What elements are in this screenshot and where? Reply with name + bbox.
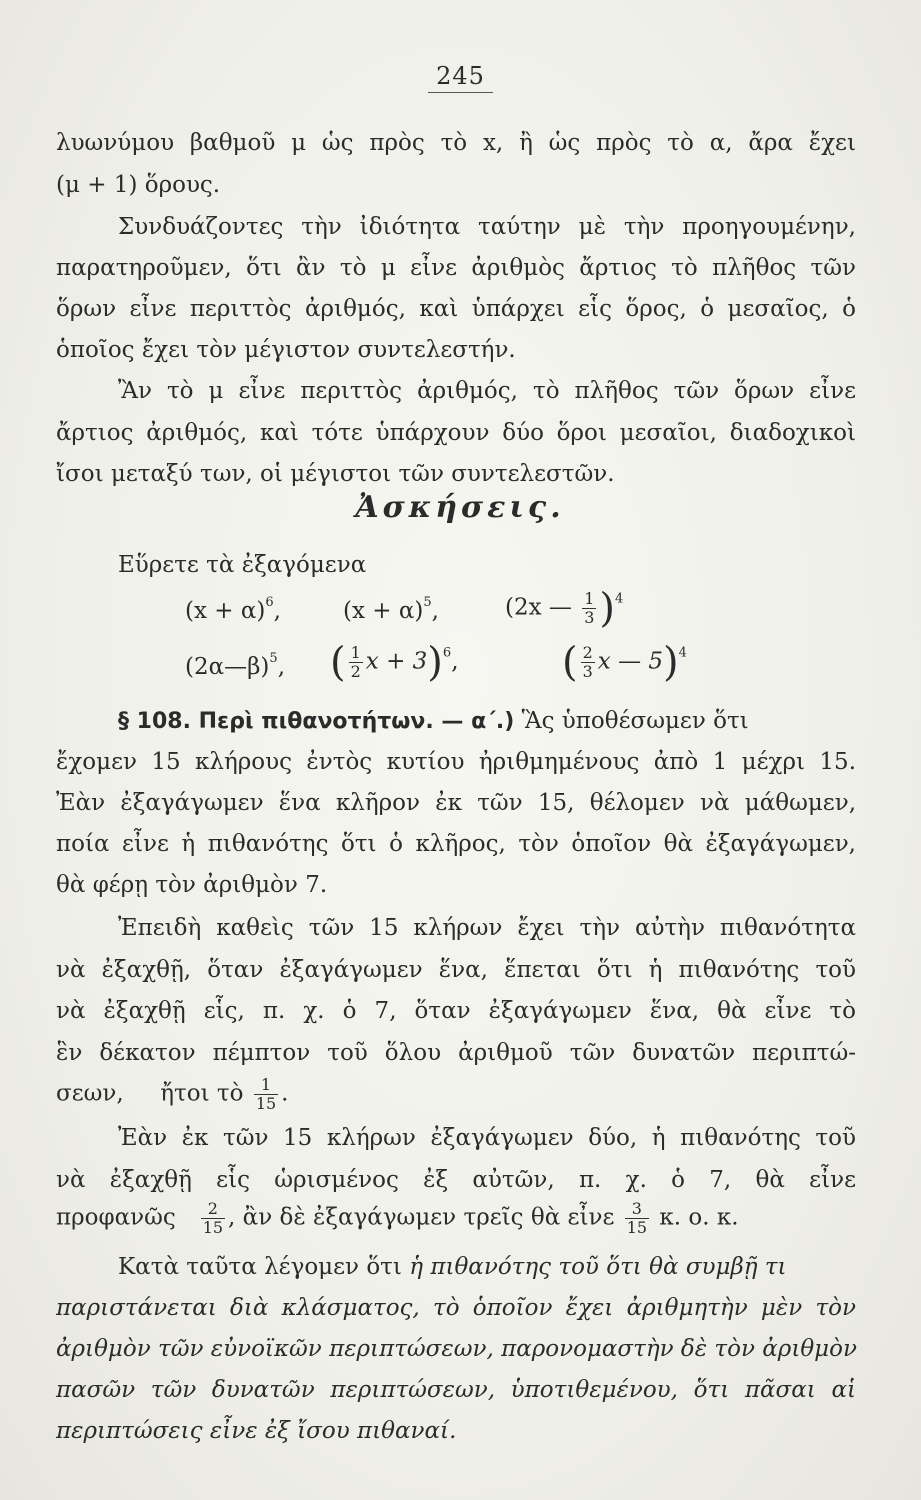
text-line: Ἂν τὸ μ εἶνε περιττὸς ἀριθμός, τὸ πλῆθος τῶν ὅρων εἶνε: [118, 378, 856, 404]
text-line: ἴσοι μεταξύ των, οἱ μέγιστοι τῶν συντελεστῶν.: [56, 461, 615, 487]
text-line: ὁποῖος ἔχει τὸν μέγιστον συντελεστήν.: [56, 337, 516, 363]
text-line: Κατὰ ταῦτα λέγομεν ὅτι ἡ πιθανότης τοῦ ὅτι θὰ συμβῇ τι: [118, 1254, 787, 1280]
exercises-intro: Εὕρετε τὰ ἐξαγόμενα: [118, 552, 367, 578]
text-line: θὰ φέρῃ τὸν ἀριθμὸν 7.: [56, 872, 328, 898]
formula-5: ( $\frac{1}{2}$ x + 3)$^6$,: [330, 639, 459, 686]
text-line: νὰ ἐξαχθῇ εἷς ὡρισμένος ἐξ αὐτῶν, π. χ. ὁ 7, θὰ εἶνε: [56, 1167, 856, 1193]
text-line: πασῶν τῶν δυνατῶν περιπτώσεων, ὑποτιθεμένου, ὅτι πᾶσαι αἱ: [56, 1377, 856, 1403]
text-line: Συνδυάζοντες τὴν ἰδιότητα ταύτην μὲ τὴν προηγουμένην,: [118, 214, 856, 240]
text-line: ἔχομεν 15 κλήρους ἐντὸς κυτίου ἠριθμημένους ἀπὸ 1 μέχρι 15.: [56, 749, 856, 775]
section-108-line: § 108. Περὶ πιθανοτήτων. — α΄.) Ἃς ὑποθέσωμεν ὅτι: [118, 708, 749, 734]
text-line: (μ + 1) ὅρους.: [56, 172, 221, 198]
page-number: 245: [0, 62, 921, 90]
text-line: ἓν δέκατον πέμπτον τοῦ ὅλου ἀριθμοῦ τῶν δυνατῶν περιπτώ-: [56, 1040, 856, 1066]
exercises-heading: Ἀσκήσεις.: [355, 490, 565, 525]
text-line: ἄρτιος ἀριθμός, καὶ τότε ὑπάρχουν δύο ὅροι μεσαῖοι, διαδοχικοὶ: [56, 420, 856, 446]
text-line: Ἐπειδὴ καθεὶς τῶν 15 κλήρων ἔχει τὴν αὐτὴν πιθανότητα: [118, 915, 856, 941]
text-line: λυωνύμου βαθμοῦ μ ὡς πρὸς τὸ x, ἢ ὡς πρὸς τὸ α, ἄρα ἔχει: [56, 130, 856, 156]
text-line: νὰ ἐξαχθῇ, ὅταν ἐξαγάγωμεν ἕνα, ἕπεται ὅτι ἡ πιθανότης τοῦ: [56, 957, 856, 983]
text-line-fraction: σεων, ἤτοι τὸ $\frac{1}{15}$ .: [56, 1075, 289, 1113]
text-line: ἀριθμὸν τῶν εὐνοϊκῶν περιπτώσεων, παρονομαστὴν δὲ τὸν ἀριθμὸν: [56, 1336, 857, 1362]
text-line: παρατηροῦμεν, ὅτι ἂν τὸ μ εἶνε ἀριθμὸς ἄρτιος τὸ πλῆθος τῶν: [56, 255, 856, 281]
text-line: περιπτώσεις εἶνε ἐξ ἴσου πιθαναί.: [56, 1418, 457, 1444]
formula-6: ( $\frac{2}{3}$ x — 5)$^4$: [562, 639, 687, 686]
text-line: ποία εἶνε ἡ πιθανότης ὅτι ὁ κλῆρος, τὸν ὁποῖον θὰ ἐξαγάγωμεν,: [56, 831, 856, 857]
text-line: Ἐὰν ἐκ τῶν 15 κλήρων ἐξαγάγωμεν δύο, ἡ πιθανότης τοῦ: [118, 1125, 856, 1151]
text-line: ὅρων εἶνε περιττὸς ἀριθμός, καὶ ὑπάρχει εἷς ὅρος, ὁ μεσαῖος, ὁ: [56, 296, 856, 322]
section-108-title: § 108. Περὶ πιθανοτήτων. — α΄.): [118, 709, 515, 734]
formula-4: (2α—β)$^5$,: [185, 651, 286, 680]
text-line: Ἐὰν ἐξαγάγωμεν ἕνα κλῆρον ἐκ τῶν 15, θέλομεν νὰ μάθωμεν,: [56, 790, 856, 816]
formula-1: $(x + \alpha)^6$,: [185, 595, 281, 624]
formula-2: $(x + \alpha)^5$,: [343, 595, 439, 624]
text-line: παριστάνεται διὰ κλάσματος, τὸ ὁποῖον ἔχει ἀριθμητὴν μὲν τὸν: [56, 1295, 856, 1321]
formula-3: (2x — $\frac{1}{3}$ )$^4$: [505, 585, 624, 632]
text-line-fraction: προφανῶς $\frac{2}{15}$ , ἂν δὲ ἐξαγάγωμεν τρεῖς θὰ εἶνε $\frac{3}{15}$ κ. ο. κ.: [56, 1199, 739, 1237]
text-line: νὰ ἐξαχθῇ εἷς, π. χ. ὁ 7, ὅταν ἐξαγάγωμεν ἕνα, θὰ εἶνε τὸ: [56, 998, 856, 1024]
